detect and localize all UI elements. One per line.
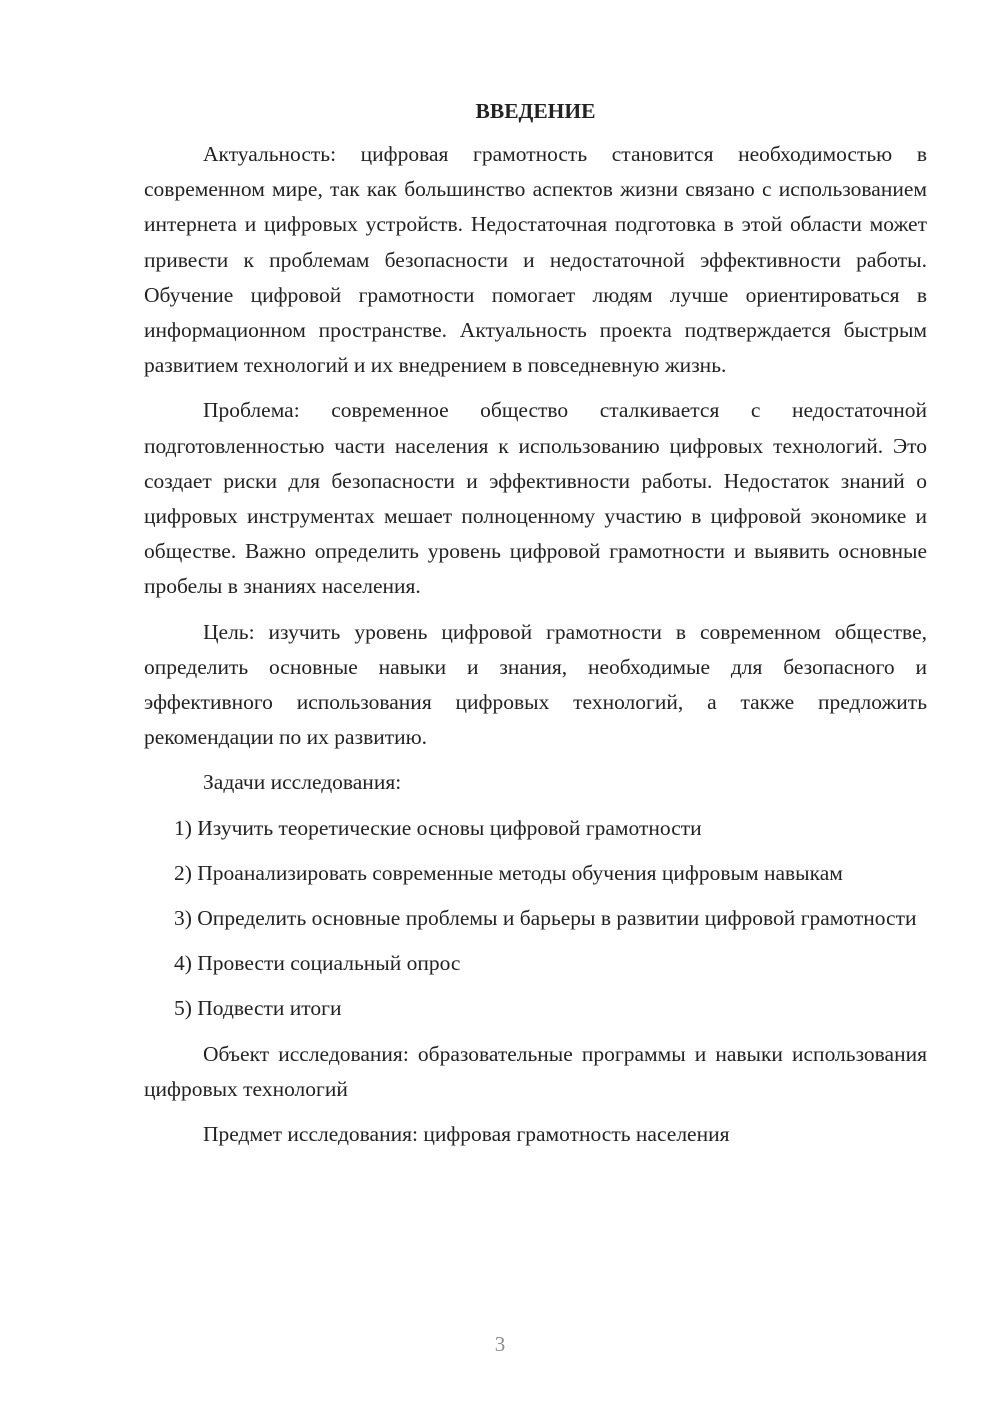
task-item: 2) Проанализировать современные методы обучения цифровым навыкам [174,860,843,885]
task-item: 1) Изучить теоретические основы цифровой грамотности [174,815,702,840]
paragraph-goal: Цель: изучить уровень цифровой грамотности в современном обществе, определить основные навыки и знания, необходимые для безопасного и эффективного использования цифровых технологий, а также предложить рекомендации по их развитию. [144,619,927,750]
page-number: 3 [494,1332,506,1356]
paragraph-subject: Предмет исследования: цифровая грамотность населения [203,1122,730,1147]
tasks-heading: Задачи исследования: [203,770,402,795]
paragraph-object: Объект исследования: образовательные программы и навыки использования цифровых технологий [144,1041,927,1101]
task-item: 4) Провести социальный опрос [174,951,461,976]
task-item: 3) Определить основные проблемы и барьеры в развитии цифровой грамотности [174,906,917,931]
task-item: 5) Подвести итоги [174,996,342,1021]
paragraph-problem: Проблема: современное общество сталкивается с недостаточной подготовленностью части населения к использованию цифровых технологий. Это создает риски для безопасности и эффективности работы. Недостаток знаний о цифровых инструментах мешает полноценному участию в цифровой экономике и обществе. Важно определить уровень цифровой грамотности и выявить основные пробелы в знаниях населения. [144,398,927,599]
document-page [144,95,927,1162]
tasks-list [144,811,927,1027]
page-title: ВВЕДЕНИЕ [475,99,596,123]
paragraph-relevance: Актуальность: цифровая грамотность становится необходимостью в современном мире, так как большинство аспектов жизни связано с использованием интернета и цифровых устройств. Недостаточная подготовка в этой области может привести к проблемам безопасности и недостаточной эффективности работы. Обучение цифровой грамотности помогает людям лучше ориентироваться в информационном пространстве. Актуальность проекта подтверждается быстрым развитием технологий и их внедрением в повседневную жизнь. [144,142,927,378]
